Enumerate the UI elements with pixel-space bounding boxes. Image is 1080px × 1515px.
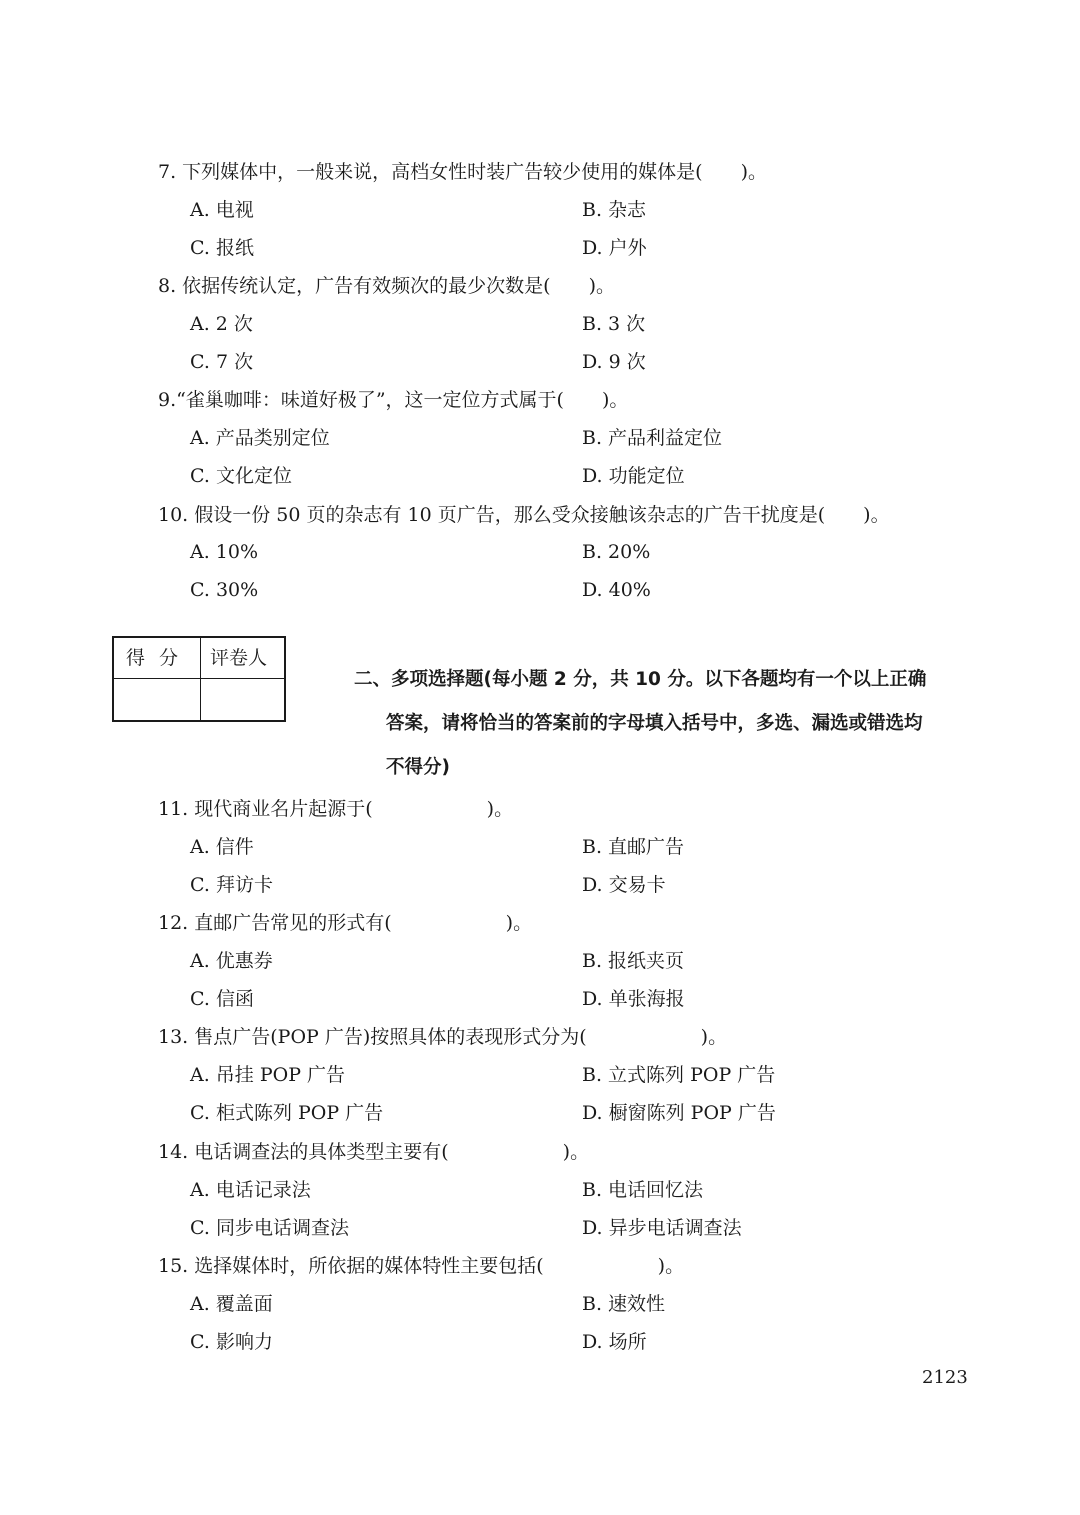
question-8-option-b: B. 3 次 — [582, 313, 646, 335]
question-8-option-d: D. 9 次 — [582, 351, 646, 373]
question-10-stem: 10. 假设一份 50 页的杂志有 10 页广告，那么受众接触该杂志的广告干扰度是( )。 — [158, 504, 890, 526]
question-11-option-c: C. 拜访卡 — [190, 874, 273, 896]
question-10-option-d: D. 40% — [582, 579, 651, 601]
question-9-option-c: C. 文化定位 — [190, 465, 292, 487]
score-label: 得分 — [126, 647, 193, 669]
page-number: 2123 — [922, 1367, 968, 1388]
score-table-row-divider — [114, 678, 284, 679]
question-9-stem: 9.“雀巢咖啡：味道好极了”，这一定位方式属于( )。 — [158, 389, 629, 411]
question-12-option-b: B. 报纸夹页 — [582, 950, 685, 972]
question-11-stem: 11. 现代商业名片起源于( )。 — [158, 798, 514, 820]
question-7-option-c: C. 报纸 — [190, 237, 254, 259]
question-15-option-c: C. 影响力 — [190, 1331, 273, 1353]
question-7-option-b: B. 杂志 — [582, 199, 647, 221]
question-10-option-b: B. 20% — [582, 541, 651, 563]
question-15-option-a: A. 覆盖面 — [190, 1293, 273, 1315]
question-8-option-a: A. 2 次 — [190, 313, 253, 335]
question-14-option-b: B. 电话回忆法 — [582, 1179, 704, 1201]
section-2-title-line-2: 答案，请将恰当的答案前的字母填入括号中，多选、漏选或错选均 — [386, 713, 923, 734]
score-table-divider — [200, 638, 201, 720]
question-13-option-a: A. 吊挂 POP 广告 — [190, 1064, 346, 1086]
question-14-option-c: C. 同步电话调查法 — [190, 1217, 349, 1239]
grader-label: 评卷人 — [210, 647, 268, 669]
question-12-option-c: C. 信函 — [190, 988, 254, 1010]
question-12-option-a: A. 优惠券 — [190, 950, 273, 972]
question-13-stem: 13. 售点广告(POP 广告)按照具体的表现形式分为( )。 — [158, 1026, 728, 1048]
section-2-title-line-1: 二、多项选择题(每小题 2 分，共 10 分。以下各题均有一个以上正确 — [354, 669, 927, 690]
score-table — [112, 636, 286, 722]
question-7-option-a: A. 电视 — [190, 199, 254, 221]
question-7-stem: 7. 下列媒体中，一般来说，高档女性时装广告较少使用的媒体是( )。 — [158, 161, 767, 183]
question-11-option-a: A. 信件 — [190, 836, 254, 858]
question-10-option-a: A. 10% — [190, 541, 259, 563]
question-10-option-c: C. 30% — [190, 579, 259, 601]
question-8-option-c: C. 7 次 — [190, 351, 254, 373]
question-13-option-d: D. 橱窗陈列 POP 广告 — [582, 1102, 776, 1124]
question-7-option-d: D. 户外 — [582, 237, 647, 259]
question-15-option-d: D. 场所 — [582, 1331, 647, 1353]
question-14-stem: 14. 电话调查法的具体类型主要有( )。 — [158, 1141, 590, 1163]
section-2-title-line-3: 不得分) — [386, 757, 450, 778]
question-11-option-d: D. 交易卡 — [582, 874, 666, 896]
question-13-option-b: B. 立式陈列 POP 广告 — [582, 1064, 776, 1086]
question-15-stem: 15. 选择媒体时，所依据的媒体特性主要包括( )。 — [158, 1255, 685, 1277]
question-12-stem: 12. 直邮广告常见的形式有( )。 — [158, 912, 533, 934]
question-9-option-b: B. 产品利益定位 — [582, 427, 723, 449]
question-13-option-c: C. 柜式陈列 POP 广告 — [190, 1102, 384, 1124]
question-14-option-d: D. 异步电话调查法 — [582, 1217, 742, 1239]
question-11-option-b: B. 直邮广告 — [582, 836, 685, 858]
question-14-option-a: A. 电话记录法 — [190, 1179, 311, 1201]
question-8-stem: 8. 依据传统认定，广告有效频次的最少次数是( )。 — [158, 275, 615, 297]
question-9-option-d: D. 功能定位 — [582, 465, 685, 487]
question-9-option-a: A. 产品类别定位 — [190, 427, 330, 449]
question-15-option-b: B. 速效性 — [582, 1293, 666, 1315]
question-12-option-d: D. 单张海报 — [582, 988, 685, 1010]
